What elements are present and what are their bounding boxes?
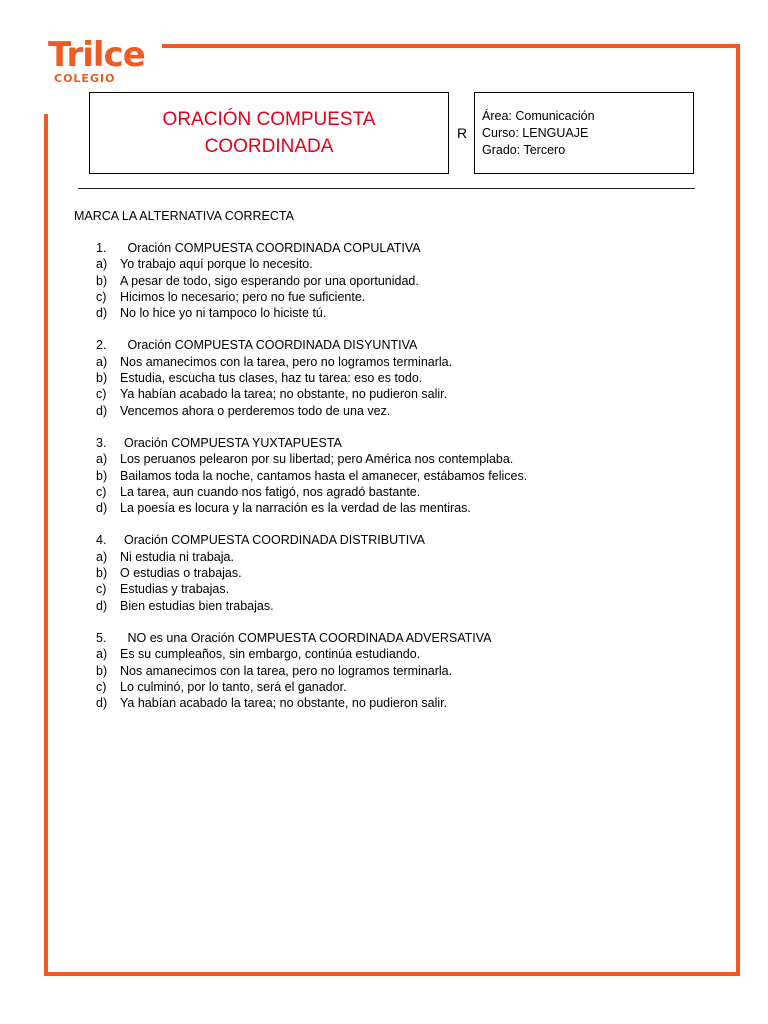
option-letter: d) — [96, 696, 108, 711]
worksheet-content — [74, 208, 714, 727]
question-number: 2. — [96, 338, 107, 353]
question-item — [74, 337, 714, 418]
option-row — [74, 679, 714, 695]
question-text: NO es una Oración COMPUESTA COORDINADA ADVERSATIVA — [124, 630, 492, 645]
option-letter: b) — [96, 468, 108, 483]
option-row — [74, 305, 714, 321]
question-text: Oración COMPUESTA COORDINADA DISYUNTIVA — [124, 338, 418, 353]
question-text: Oración COMPUESTA COORDINADA DISTRIBUTIVA — [124, 533, 425, 548]
option-text: Nos amanecimos con la tarea, pero no logramos terminarla. — [120, 354, 453, 369]
frame-border-right — [736, 44, 740, 976]
option-letter: a) — [96, 452, 108, 467]
option-text: Estudia, escucha tus clases, haz tu tarea: eso es todo. — [120, 371, 423, 386]
option-row — [74, 663, 714, 679]
question-number: 4. — [96, 533, 107, 548]
option-text: O estudias o trabajas. — [120, 566, 242, 581]
option-letter: c) — [96, 679, 107, 694]
question-text: Oración COMPUESTA YUXTAPUESTA — [124, 435, 342, 450]
frame-border-bottom — [44, 972, 740, 976]
instructions-heading: MARCA LA ALTERNATIVA CORRECTA — [74, 209, 294, 223]
option-row — [74, 386, 714, 402]
question-row — [74, 337, 714, 353]
option-letter: b) — [96, 273, 108, 288]
question-number: 3. — [96, 435, 107, 450]
option-row — [74, 646, 714, 662]
course-info-box — [474, 92, 694, 174]
question-number: 5. — [96, 630, 107, 645]
option-letter: a) — [96, 257, 108, 272]
course-label: Curso: LENGUAJE — [482, 126, 589, 140]
option-row — [74, 451, 714, 467]
option-text: Vencemos ahora o perderemos todo de una vez. — [120, 403, 391, 418]
question-row — [74, 240, 714, 256]
area-label: Área: Comunicación — [482, 109, 595, 123]
option-row — [74, 403, 714, 419]
option-letter: c) — [96, 387, 107, 402]
option-text: Nos amanecimos con la tarea, pero no logramos terminarla. — [120, 663, 453, 678]
option-text: Ya habían acabado la tarea; no obstante, no pudieron salir. — [120, 696, 448, 711]
option-text: Bien estudias bien trabajas. — [120, 598, 274, 613]
option-text: Hicimos lo necesario; pero no fue suficiente. — [120, 289, 366, 304]
option-letter: b) — [96, 371, 108, 386]
option-row — [74, 484, 714, 500]
question-row — [74, 532, 714, 548]
option-letter: a) — [96, 549, 108, 564]
option-text: Lo culminó, por lo tanto, será el ganador. — [120, 679, 347, 694]
option-row — [74, 468, 714, 484]
r-mark: R — [457, 125, 468, 141]
option-letter: d) — [96, 501, 108, 516]
title-box — [89, 92, 449, 174]
option-letter: a) — [96, 647, 108, 662]
option-letter: b) — [96, 663, 108, 678]
grade-label: Grado: Tercero — [482, 143, 566, 157]
question-item — [74, 240, 714, 321]
option-letter: a) — [96, 354, 108, 369]
option-row — [74, 581, 714, 597]
option-text: Yo trabajo aquí porque lo necesito. — [120, 257, 313, 272]
option-row — [74, 500, 714, 516]
option-row — [74, 370, 714, 386]
logo-wordmark: Trilce — [48, 35, 145, 75]
option-letter: c) — [96, 582, 107, 597]
question-item — [74, 532, 714, 613]
option-row — [74, 598, 714, 614]
option-row — [74, 289, 714, 305]
option-row — [74, 256, 714, 272]
option-letter: c) — [96, 289, 107, 304]
option-text: Ya habían acabado la tarea; no obstante, no pudieron salir. — [120, 387, 448, 402]
frame-border-left — [44, 114, 48, 976]
question-text: Oración COMPUESTA COORDINADA COPULATIVA — [124, 241, 421, 255]
school-logo — [48, 36, 145, 85]
option-text: La poesía es locura y la narración es la verdad de las mentiras. — [120, 501, 471, 516]
option-letter: d) — [96, 306, 108, 321]
option-row — [74, 549, 714, 565]
option-row — [74, 565, 714, 581]
option-text: La tarea, aun cuando nos fatigó, nos agradó bastante. — [120, 484, 421, 499]
option-row — [74, 695, 714, 711]
title-line-2: COORDINADA — [204, 136, 334, 157]
option-row — [74, 273, 714, 289]
option-letter: c) — [96, 484, 107, 499]
option-letter: d) — [96, 403, 108, 418]
option-text: Ni estudia ni trabaja. — [120, 549, 234, 564]
question-number: 1. — [96, 241, 107, 255]
title-line-1: ORACIÓN COMPUESTA — [162, 109, 376, 130]
question-item — [74, 435, 714, 516]
option-row — [74, 354, 714, 370]
question-list — [74, 240, 714, 711]
frame-border-top — [162, 44, 740, 48]
option-text: Es su cumpleaños, sin embargo, continúa estudiando. — [120, 647, 421, 662]
question-item — [74, 630, 714, 711]
option-text: A pesar de todo, sigo esperando por una oportunidad. — [120, 273, 419, 288]
option-text: Estudias y trabajas. — [120, 582, 230, 597]
logo-subtitle: COLEGIO — [54, 72, 116, 85]
question-row — [74, 435, 714, 451]
separator-rule — [78, 188, 695, 189]
option-letter: d) — [96, 598, 108, 613]
option-text: Los peruanos pelearon por su libertad; pero América nos contemplaba. — [120, 452, 514, 467]
option-text: No lo hice yo ni tampoco lo hiciste tú. — [120, 306, 327, 321]
option-text: Bailamos toda la noche, cantamos hasta el amanecer, estábamos felices. — [120, 468, 528, 483]
question-row — [74, 630, 714, 646]
option-letter: b) — [96, 566, 108, 581]
